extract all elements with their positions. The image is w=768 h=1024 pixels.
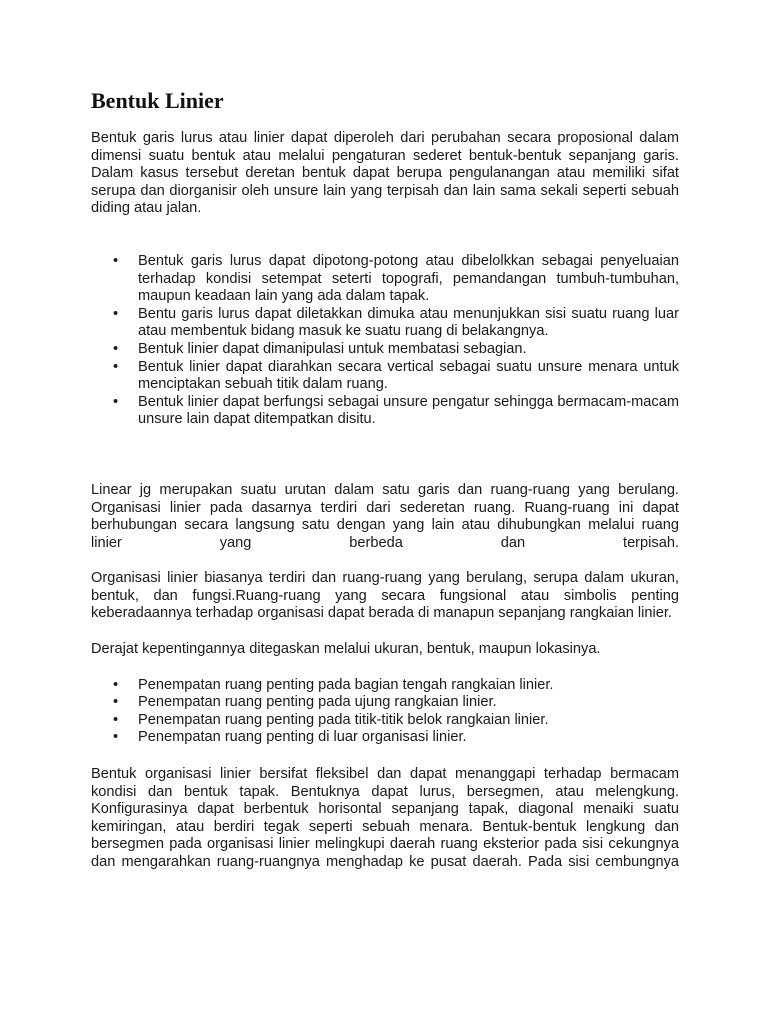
list-item: • Penempatan ruang penting pada bagian tengah rangkaian linier.: [91, 677, 679, 695]
list-item: • Penempatan ruang penting pada titik-titik belok rangkaian linier.: [91, 712, 679, 730]
bullet-list-penempatan: [91, 677, 679, 747]
document-title: Bentuk Linier: [91, 88, 224, 113]
list-item: • Penempatan ruang penting pada ujung rangkaian linier.: [91, 694, 679, 712]
bentuk-organisasi-paragraph: Bentuk organisasi linier bersifat fleksibel dan dapat menanggapi terhadap bermacam kondisi dan bentuk tapak. Bentuknya dapat lurus, bersegmen, atau melengkung. Konfigurasinya dapat berbentuk horisontal sepanjang tapak, diagonal menaiki suatu kemiringan, atau berdiri tegak seperti sebuah menara. Bentuk-bentuk lengkung dan bersegmen pada organisasi linier melingkupi daerah ruang eksterior pada sisi cekungnya dan mengarahkan ruang-ruangnya menghadap ke pusat daerah. Pada sisi cembungnya: [91, 766, 679, 870]
bullet-list-bentuk: [91, 253, 679, 429]
derajat-paragraph: Derajat kepentingannya ditegaskan melalui ukuran, bentuk, maupun lokasinya.: [91, 641, 601, 658]
organisasi-paragraph: Organisasi linier biasanya terdiri dan ruang-ruang yang berulang, serupa dalam ukuran, bentuk, dan fungsi.Ruang-ruang yang secara fungsional atau simbolis penting keberadaannya terhadap organisasi dapat berada di manapun sepanjang rangkaian linier.: [91, 570, 679, 622]
linear-paragraph: Linear jg merupakan suatu urutan dalam satu garis dan ruang-ruang yang berulang. Organisasi linier pada dasarnya terdiri dari sederetan ruang. Ruang-ruang ini dapat berhubungan secara langsung satu dengan yang lain atau dihubungkan melalui ruang linier yang berbeda dan terpisah.: [91, 481, 679, 551]
list-item: • Penempatan ruang penting di luar organisasi linier.: [91, 729, 679, 747]
list-item: • Bentuk linier dapat dimanipulasi untuk membatasi sebagian.: [91, 341, 679, 359]
list-item: • Bentuk linier dapat berfungsi sebagai unsure pengatur sehingga bermacam-macam unsure lain dapat ditempatkan disitu.: [91, 394, 679, 429]
list-item: • Bentuk linier dapat diarahkan secara vertical sebagai suatu unsure menara untuk menciptakan sebuah titik dalam ruang.: [91, 359, 679, 394]
list-item: • Bentu garis lurus dapat diletakkan dimuka atau menunjukkan sisi suatu ruang luar atau membentuk bidang masuk ke suatu ruang di belakangnya.: [91, 306, 679, 341]
intro-paragraph: Bentuk garis lurus atau linier dapat diperoleh dari perubahan secara proposional dalam dimensi suatu bentuk atau melalui pengaturan sederet bentuk-bentuk sepanjang garis. Dalam kasus tersebut deretan bentuk dapat berupa pengulanangan atau memiliki sifat serupa dan diorganisir oleh unsure lain yang terpisah dan lain sama sekali seperti sebuah diding atau jalan.: [91, 130, 679, 217]
document-page: [91, 88, 679, 872]
list-item: • Bentuk garis lurus dapat dipotong-potong atau dibelolkkan sebagai penyeluaian terhadap kondisi setempat seterti topografi, pemandangan tumbuh-tumbuhan, maupun keadaan lain yang ada dalam tapak.: [91, 253, 679, 306]
